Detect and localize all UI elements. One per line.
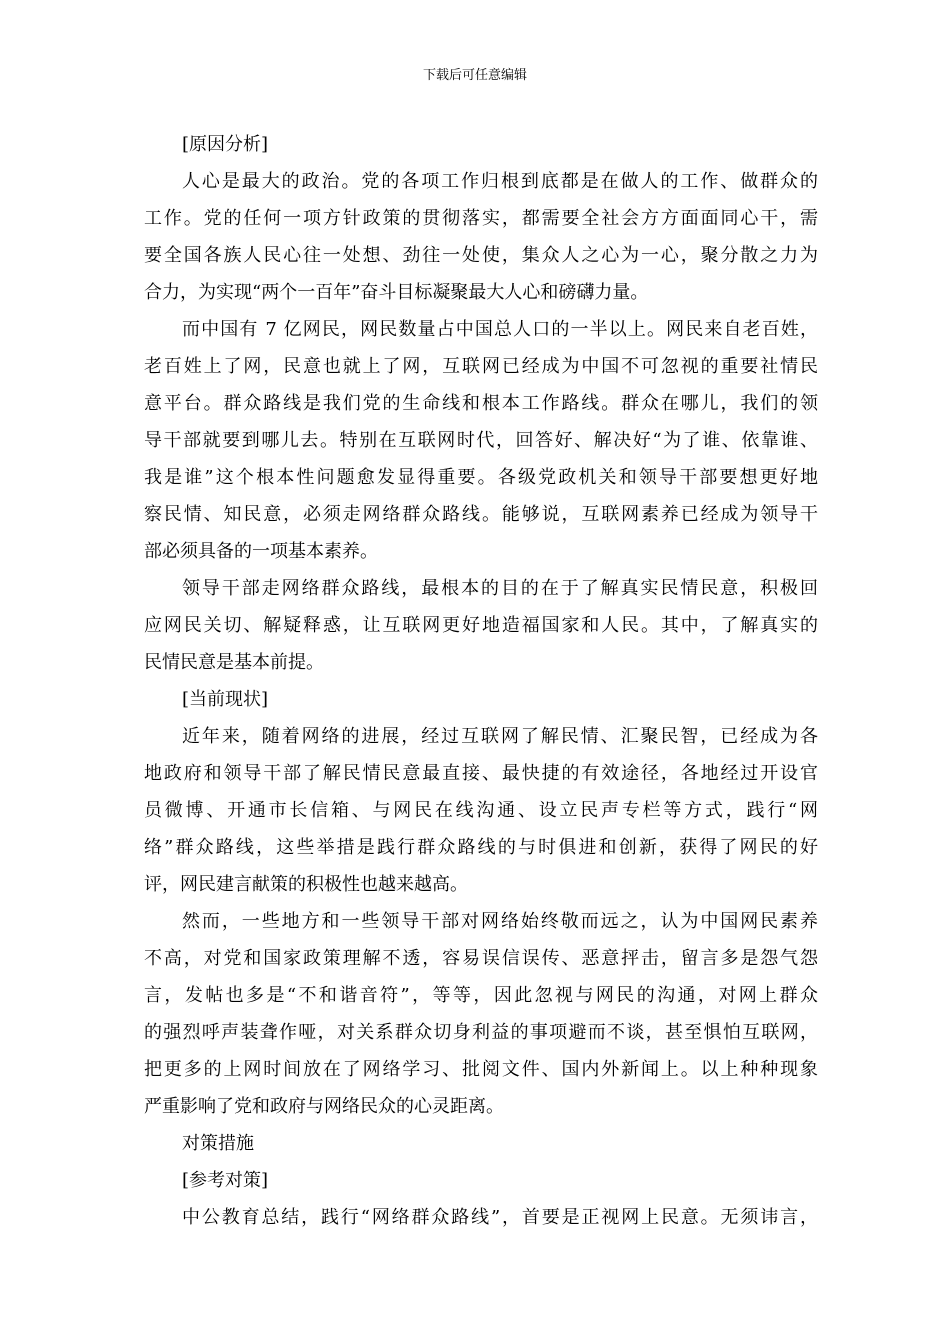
- section-heading-status: [当前现状]: [182, 689, 269, 710]
- paragraph-line: 要全国各族人民心往一处想、劲往一处使，集众人之心为一心，聚分散之力为: [144, 245, 818, 266]
- paragraph-line: 言，发帖也多是“不和谐音符”，等等，因此忽视与网民的沟通，对网上群众: [144, 985, 818, 1006]
- paragraph-3: [144, 570, 818, 681]
- paragraph-line: 部必须具备的一项基本素养。: [144, 541, 378, 562]
- paragraph-line: 合力，为实现“两个一百年”奋斗目标凝聚最大人心和磅礴力量。: [144, 282, 649, 303]
- paragraph-line: 民情民意是基本前提。: [144, 652, 324, 673]
- paragraph-line: 不高，对党和国家政策理解不透，容易误信误传、恶意抨击，留言多是怨气怨: [144, 948, 818, 969]
- paragraph-line: 评，网民建言献策的积极性也越来越高。: [144, 874, 468, 895]
- paragraph-line: 络”群众路线，这些举措是践行群众路线的与时俱进和创新，获得了网民的好: [144, 837, 818, 858]
- paragraph-line: 应网民关切、解疑释惑，让互联网更好地造福国家和人民。其中，了解真实的: [144, 615, 818, 636]
- section-heading-reference: [参考对策]: [182, 1170, 269, 1191]
- paragraph-4: [144, 718, 818, 903]
- paragraph-line: 领导干部走网络群众路线，最根本的目的在于了解真实民情民意，积极回: [182, 578, 818, 599]
- paragraph-line: 察民情、知民意，必须走网络群众路线。能够说，互联网素养已经成为领导干: [144, 504, 818, 525]
- paragraph-line: 人心是最大的政治。党的各项工作归根到底都是在做人的工作、做群众的: [182, 171, 818, 192]
- section-heading-measures: 对策措施: [182, 1133, 254, 1154]
- paragraph-6: [144, 1199, 818, 1236]
- paragraph-2: [144, 311, 818, 570]
- paragraph-line: 我是谁”这个根本性问题愈发显得重要。各级党政机关和领导干部要想更好地: [144, 467, 818, 488]
- paragraph-line: 把更多的上网时间放在了网络学习、批阅文件、国内外新闻上。以上种种现象: [144, 1059, 818, 1080]
- paragraph-line: 严重影响了党和政府与网络民众的心灵距离。: [144, 1096, 504, 1117]
- paragraph-line: 地政府和领导干部了解民情民意最直接、最快捷的有效途径，各地经过开设官: [144, 763, 818, 784]
- paragraph-line: 工作。党的任何一项方针政策的贯彻落实，都需要全社会方方面面同心干，需: [144, 208, 818, 229]
- page-header: 下载后可任意编辑: [422, 68, 527, 83]
- paragraph-1: [144, 163, 818, 311]
- paragraph-line: 老百姓上了网，民意也就上了网，互联网已经成为中国不可忽视的重要社情民: [144, 356, 818, 377]
- paragraph-line: 导干部就要到哪儿去。特别在互联网时代，回答好、解决好“为了谁、依靠谁、: [144, 430, 818, 451]
- paragraph-line: 然而，一些地方和一些领导干部对网络始终敬而远之，认为中国网民素养: [182, 911, 818, 932]
- paragraph-line: 员微博、开通市长信箱、与网民在线沟通、设立民声专栏等方式，践行“网: [144, 800, 818, 821]
- paragraph-line: 近年来，随着网络的进展，经过互联网了解民情、汇聚民智，已经成为各: [182, 726, 818, 747]
- paragraph-line: 而中国有 7 亿网民，网民数量占中国总人口的一半以上。网民来自老百姓，: [182, 319, 818, 340]
- section-heading-reason: [原因分析]: [182, 134, 269, 155]
- document-body: [144, 126, 818, 1236]
- paragraph-line: 中公教育总结，践行“网络群众路线”，首要是正视网上民意。无须讳言，: [182, 1207, 818, 1228]
- paragraph-line: 意平台。群众路线是我们党的生命线和根本工作路线。群众在哪儿，我们的领: [144, 393, 818, 414]
- paragraph-5: [144, 903, 818, 1125]
- paragraph-line: 的强烈呼声装聋作哑，对关系群众切身利益的事项避而不谈，甚至惧怕互联网，: [144, 1022, 818, 1043]
